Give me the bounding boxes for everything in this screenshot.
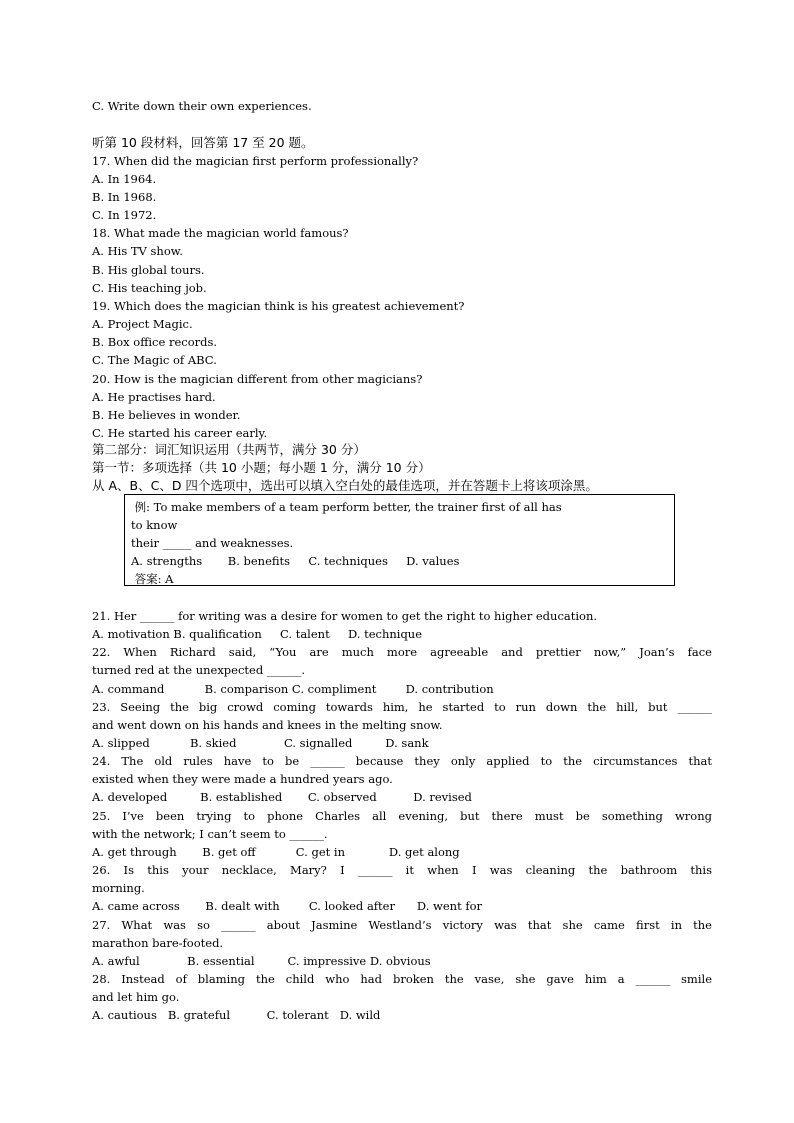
option-line: A. Project Magic. xyxy=(92,317,193,331)
example-question-cont: to know xyxy=(131,518,178,532)
question-22-cont: turned red at the unexpected ______. xyxy=(92,663,306,677)
question-20: 20. How is the magician different from other magicians? xyxy=(92,372,423,386)
question-27: 27. What was so ______ about Jasmine Westland’s victory was that she came first in the xyxy=(92,918,712,932)
option-line: B. Box office records. xyxy=(92,335,218,349)
question-28: 28. Instead of blaming the child who had broken the vase, she gave him a ______ smile xyxy=(92,972,712,986)
option-line: C. He started his career early. xyxy=(92,426,268,440)
part-two-heading: 第二部分：词汇知识运用（共两节，满分 30 分） xyxy=(92,442,366,457)
question-17: 17. When did the magician first perform professionally? xyxy=(92,154,419,168)
option-line: B. He believes in wonder. xyxy=(92,408,241,422)
question-26-cont: morning. xyxy=(92,881,145,895)
option-line: C. The Magic of ABC. xyxy=(92,353,217,367)
option-line: C. His teaching job. xyxy=(92,281,207,295)
option-line: A. His TV show. xyxy=(92,244,183,258)
options-21: A. motivation B. qualification C. talent D. technique xyxy=(92,627,423,641)
question-28-cont: and let him go. xyxy=(92,990,180,1004)
example-question-cont: their _____ and weaknesses. xyxy=(131,536,294,550)
options-25: A. get through B. get off C. get in D. get along xyxy=(92,845,460,859)
question-23: 23. Seeing the big crowd coming towards him, he started to run down the hill, but ______ xyxy=(92,700,712,714)
option-line: B. His global tours. xyxy=(92,263,205,277)
question-22: 22. When Richard said, “You are much more agreeable and prettier now,” Joan’s face xyxy=(92,645,712,659)
listening-instruction: 听第 10 段材料，回答第 17 至 20 题。 xyxy=(92,135,314,150)
option-line: B. In 1968. xyxy=(92,190,157,204)
question-25-cont: with the network; I can’t seem to ______. xyxy=(92,827,328,841)
options-27: A. awful B. essential C. impressive D. obvious xyxy=(92,954,431,968)
question-24: 24. The old rules have to be ______ because they only applied to the circumstances that xyxy=(92,754,712,768)
question-25: 25. I’ve been trying to phone Charles all evening, but there must be something wrong xyxy=(92,809,712,823)
example-box xyxy=(124,494,675,586)
question-24-cont: existed when they were made a hundred years ago. xyxy=(92,772,393,786)
option-line: A. He practises hard. xyxy=(92,390,216,404)
question-21: 21. Her ______ for writing was a desire for women to get the right to higher education. xyxy=(92,609,598,623)
options-23: A. slipped B. skied C. signalled D. sank xyxy=(92,736,429,750)
example-answer: 答案: A xyxy=(131,572,174,586)
question-26: 26. Is this your necklace, Mary? I ______ it when I was cleaning the bathroom this xyxy=(92,863,712,877)
question-23-cont: and went down on his hands and knees in the melting snow. xyxy=(92,718,443,732)
option-line: C. In 1972. xyxy=(92,208,157,222)
section-instruction: 从 A、B、C、D 四个选项中，选出可以填入空白处的最佳选项，并在答题卡上将该项涂黑。 xyxy=(92,478,598,493)
question-18: 18. What made the magician world famous? xyxy=(92,226,349,240)
question-19: 19. Which does the magician think is his greatest achievement? xyxy=(92,299,465,313)
options-22: A. command B. comparison C. compliment D. contribution xyxy=(92,682,494,696)
section-one-heading: 第一节：多项选择（共 10 小题；每小题 1 分，满分 10 分） xyxy=(92,460,431,475)
question-27-cont: marathon bare-footed. xyxy=(92,936,224,950)
example-question: 例: To make members of a team perform better, the trainer first of all has xyxy=(131,500,562,514)
options-28: A. cautious B. grateful C. tolerant D. wild xyxy=(92,1008,381,1022)
options-24: A. developed B. established C. observed D. revised xyxy=(92,790,472,804)
example-options: A. strengths B. benefits C. techniques D. values xyxy=(131,554,460,568)
option-line: C. Write down their own experiences. xyxy=(92,99,312,113)
options-26: A. came across B. dealt with C. looked after D. went for xyxy=(92,899,483,913)
option-line: A. In 1964. xyxy=(92,172,157,186)
